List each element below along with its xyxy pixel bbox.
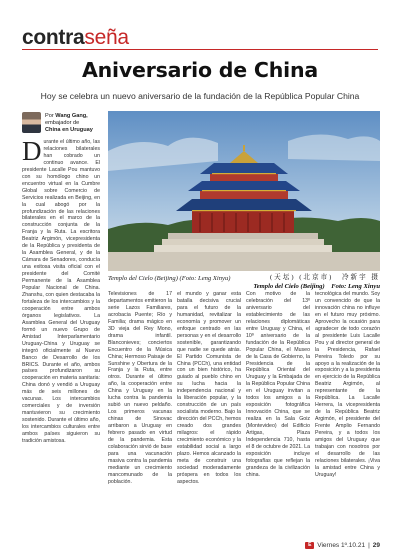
- photo-caption: Templo del Cielo (Beijing) (Foto: Leng Xinyu): [108, 275, 231, 282]
- author-block: [22, 112, 102, 134]
- page-footer: [305, 542, 380, 549]
- author-role-line2: China en Uruguay: [45, 127, 93, 133]
- article-subtitle: Hoy se celebra un nuevo aniversario de la fundación de la República Popular China: [40, 91, 360, 101]
- footer-divider: |: [368, 542, 370, 549]
- issue-date: Viernes 1º.10.21: [317, 542, 366, 549]
- section-rule: [22, 49, 378, 50]
- author-name: Wang Gang,: [55, 113, 88, 119]
- section-header: [22, 26, 129, 50]
- page-number: 29: [372, 542, 380, 549]
- section-title-light: seña: [84, 26, 129, 49]
- photo-caption-credit: [253, 273, 380, 291]
- avatar: [22, 112, 41, 133]
- drop-cap: D: [22, 139, 42, 166]
- body-column-2: Televisiones de 17 departamentos emitieron la serie Lazos Familiares, acrobacia Puente; Río y Familia; drama mágico en 3D vieja del Rey Mono, drama infantil. Blanconieves; conciertos Encuentro de la Música China; Hermoso Paisaje de Sunshine y Obertura de la Franja y la Ruta, entre otros. Durante el último año, la cooperación entre China y Uruguay en la lucha contra la pandemia subió un nuevo peldaño. Los primeros vacunas chinas de Sinovac arribaron a Uruguay en febrero pasado en virtud de la pandemia. Esta colaboración sirvió de base para una vacunación masiva contra la pandemia mediante un crecimiento mancomunado de la población.: [108, 291, 172, 485]
- body-column-5: tecnológica del mundo. Soy un convencido de que la innovación china no influye en el futuro muy próximo. Aprovecho la ocasión para agradecer de todo corazón al presidente Luis Lacalle Pou y al director general de la Presidencia, Rafael Pereira Toledo por su apoyo a la realización de la exposición y a la presidenta en ejercicio de la República Beatriz Argimón, al representante de la República. La Lacalle Herrera, la vicepresidenta de la República Beatriz Argimón, el presidente del Frente Amplio Fernando Pereira, y a todos los amigos del Uruguay que trabajan con nosotros por el desarrollo de las relaciones bilaterales. ¡Viva la amistad entre China y Uruguay!: [315, 291, 380, 478]
- byline-prefix: Por: [45, 113, 54, 119]
- byline: [45, 113, 93, 134]
- caption-translation: Templo del Cielo (Beijing) Foto: Leng Xinyu: [253, 283, 380, 290]
- section-title-bold: contra: [22, 26, 85, 49]
- article-title: Aniversario de China: [81, 58, 319, 82]
- column-1-text: urante el último año, las relaciones bilaterales han cobrado un continuo avance. El presidente Lacalle Pou mantuvo con su homólogo chino un encuentro virtual en la Cumbre Global sobre Comercio de Servicios realizada en Beijing, en la cual abogó por la profundización de las relaciones bilaterales en el marco de la construcción conjunta de la Franja y la Ruta. La escritora Beatriz Argimón, vicepresidenta de la República y presidenta de la Asamblea General, y de la Cámara de Senadores, conducía una exitosa visita oficial con el presidente del Comité Permanente de la Asamblea Popular Nacional de China. Zhanshu, con quien destacaba la fortaleza de los intercambios y la cooperación entre ambos órganos legislativos. La Asamblea General del Uruguay formó un nuevo Grupo de Amistad Interparlamentario Uruguay-China y Uruguay se integró oficialmente al Nuevo Banco de Desarrollo de los BRICS. Durante el año, ambos países profundizaron su cooperación en materia sanitaria: China donó y vendió a Uruguay más de seis millones de vacunas. Los intercambios comerciales y de inversión mantuvieron su crecimiento sostenido. Durante el último año, los intercambios culturales entre ambos países siguieron su tradición amistosa.: [22, 139, 100, 444]
- publication-logo-icon: E: [305, 542, 314, 549]
- caption-chinese: (天坛) (北京市) 冷新宇 摄: [269, 274, 380, 281]
- temple-photo: [108, 111, 380, 271]
- body-column-1: [22, 139, 100, 537]
- temple-of-heaven-illustration: [108, 111, 380, 271]
- body-column-4: Con motivo de la celebración del 13º aniversario del establecimiento de las relaciones diplomáticas entre Uruguay y China, el 10º aniversario de la fundación de la República Popular China, el Museo de la Casa de Gobierno, la Presidencia de la República Oriental del Uruguay y la Embajada de la República Popular China en el Uruguay invitan a todos los amigos a la exposición fotográfica Innovación China, que se realiza en la Sala Goiz (Montevideo) del Edificio Artigas, Plaza Independencia 710, hasta el 8 de octubre de 2021. La exposición incluye fotografías que reflejan la grandeza de la civilización china.: [246, 291, 310, 478]
- author-role-line1: embajador de: [45, 120, 80, 126]
- body-column-3: el mundo y ganar esta batalla decisiva crucial para el futuro de la humanidad, revitalizar la economía y promover un enfoque centrado en las personas y en el desarrollo sostenible, garantizando que nadie se quede atrás. El Partido Comunista de China (PCCh), una entidad con un bien histórico, ha guiado al pueblo chino en su lucha hacia la independencia nacional y la liberación popular, y la construcción de un país socialista moderno. Bajo la dirección del PCCh, hemos creado dos grandes milagros: el rápido crecimiento económico y la estabilidad social a largo plazo. Hemos alcanzado la meta de construir una sociedad moderadamente próspera en todos los aspectos.: [177, 291, 241, 485]
